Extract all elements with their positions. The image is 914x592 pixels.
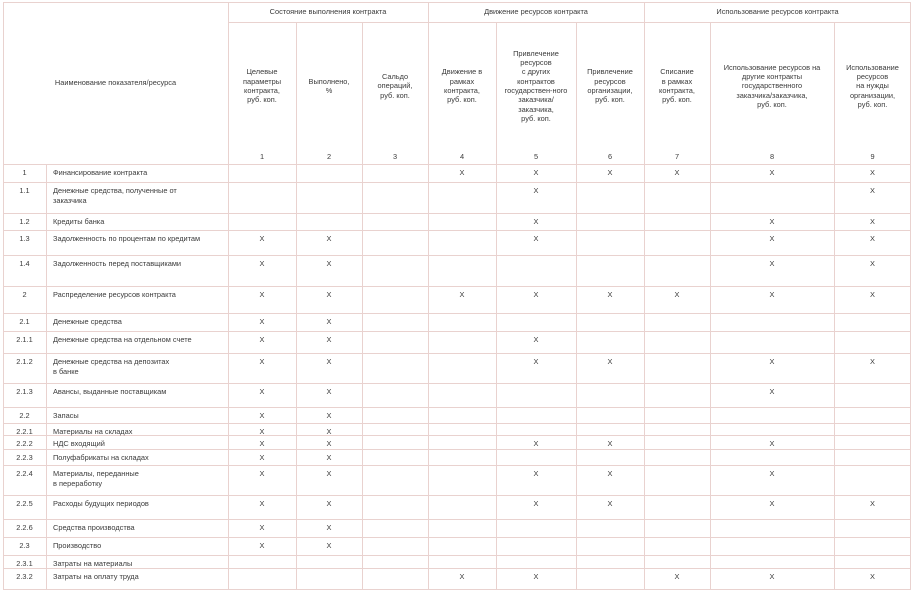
row-mark: X bbox=[259, 387, 265, 396]
row-name: Денежные средства на отдельном счете bbox=[53, 335, 192, 344]
row-mark: X bbox=[259, 357, 265, 366]
column-header: Сальдо операций, руб. коп. bbox=[377, 72, 413, 100]
row-mark: X bbox=[533, 217, 539, 226]
column-header: Привлечение ресурсов организации, руб. коп. bbox=[587, 67, 633, 105]
row-name: Кредиты банка bbox=[53, 217, 105, 226]
row-code: 1.1 bbox=[19, 186, 30, 195]
grid-line bbox=[3, 331, 911, 332]
row-mark: X bbox=[259, 453, 265, 462]
row-mark: X bbox=[326, 259, 332, 268]
grid-line bbox=[3, 230, 911, 231]
column-number: 7 bbox=[674, 152, 680, 162]
row-mark: X bbox=[870, 168, 875, 177]
row-mark: X bbox=[769, 168, 775, 177]
row-mark: X bbox=[769, 217, 775, 226]
row-mark: X bbox=[259, 234, 265, 243]
row-name: Затраты на материалы bbox=[53, 559, 133, 568]
row-code: 1.3 bbox=[19, 234, 30, 243]
row-mark: X bbox=[769, 439, 775, 448]
row-code: 2.1.1 bbox=[16, 335, 33, 344]
column-number: 3 bbox=[392, 152, 398, 162]
row-mark: X bbox=[870, 234, 875, 243]
row-mark: X bbox=[870, 572, 875, 581]
row-mark: X bbox=[870, 186, 875, 195]
row-mark: X bbox=[326, 453, 332, 462]
row-mark: X bbox=[326, 387, 332, 396]
row-code: 2.2.4 bbox=[16, 469, 33, 478]
row-code: 2.1.3 bbox=[16, 387, 33, 396]
row-code: 2.1.2 bbox=[16, 357, 33, 366]
row-mark: X bbox=[259, 469, 265, 478]
grid-line bbox=[3, 213, 911, 214]
row-name: Финансирование контракта bbox=[53, 168, 148, 177]
row-mark: X bbox=[326, 317, 332, 326]
row-mark: X bbox=[326, 290, 332, 299]
row-mark: X bbox=[533, 357, 539, 366]
row-name: Задолженность по процентам по кредитам bbox=[53, 234, 201, 243]
grid-line bbox=[3, 255, 911, 256]
column-number: 4 bbox=[459, 152, 465, 162]
row-name: Денежные средства, полученные от bbox=[53, 186, 177, 195]
row-mark: X bbox=[259, 439, 265, 448]
row-mark: X bbox=[326, 499, 332, 508]
grid-line bbox=[3, 164, 911, 165]
row-mark: X bbox=[870, 357, 875, 366]
column-header: Использование ресурсов на другие контракты государственного заказчика/заказчика, руб. коп. bbox=[723, 62, 821, 109]
row-name: Денежные средства bbox=[53, 317, 122, 326]
grid-line bbox=[3, 286, 911, 287]
row-mark: X bbox=[870, 217, 875, 226]
row-mark: X bbox=[533, 469, 539, 478]
grid-line bbox=[3, 435, 911, 436]
row-mark: X bbox=[326, 523, 332, 532]
row-code: 2.2.1 bbox=[16, 427, 33, 436]
name-column-header: Наименование показателя/ресурса bbox=[54, 78, 177, 88]
row-code: 2.2 bbox=[19, 411, 30, 420]
row-name: Авансы, выданные поставщикам bbox=[53, 387, 167, 396]
row-name: Производство bbox=[53, 541, 102, 550]
row-mark: X bbox=[326, 411, 332, 420]
row-mark: X bbox=[259, 499, 265, 508]
row-mark: X bbox=[533, 335, 539, 344]
row-mark: X bbox=[674, 290, 680, 299]
row-mark: X bbox=[533, 168, 539, 177]
row-name: Распределение ресурсов контракта bbox=[53, 290, 176, 299]
column-header: Привлечение ресурсов с других контрактов государствен-ного заказчика/ заказчика, руб. коп. bbox=[504, 48, 568, 123]
grid-line bbox=[3, 589, 911, 590]
row-mark: X bbox=[259, 427, 265, 436]
row-mark: X bbox=[674, 572, 680, 581]
grid-line bbox=[3, 519, 911, 520]
row-name: Расходы будущих периодов bbox=[53, 499, 149, 508]
column-number: 5 bbox=[533, 152, 539, 162]
group-header: Использование ресурсов контракта bbox=[716, 7, 839, 17]
row-mark: X bbox=[769, 234, 775, 243]
grid-line bbox=[3, 449, 911, 450]
column-number: 2 bbox=[326, 152, 332, 162]
row-mark: X bbox=[326, 439, 332, 448]
grid-line bbox=[46, 164, 47, 590]
row-mark: X bbox=[607, 357, 613, 366]
row-mark: X bbox=[533, 572, 539, 581]
row-mark: X bbox=[769, 572, 775, 581]
row-code: 1.2 bbox=[19, 217, 30, 226]
grid-line bbox=[3, 465, 911, 466]
row-mark: X bbox=[259, 335, 265, 344]
row-name: Денежные средства на депозитах bbox=[53, 357, 170, 366]
row-name: НДС входящий bbox=[53, 439, 105, 448]
row-mark: X bbox=[259, 411, 265, 420]
column-header: Использование ресурсов на нужды организации, руб. коп. bbox=[846, 62, 899, 109]
row-mark: X bbox=[607, 290, 613, 299]
grid-line bbox=[3, 353, 911, 354]
row-mark: X bbox=[769, 290, 775, 299]
row-mark: X bbox=[769, 259, 775, 268]
row-code: 1 bbox=[22, 168, 27, 177]
row-code: 2.2.2 bbox=[16, 439, 33, 448]
row-mark: X bbox=[533, 439, 539, 448]
column-header: Выполнено, % bbox=[308, 76, 350, 95]
row-mark: X bbox=[769, 357, 775, 366]
row-mark: X bbox=[326, 234, 332, 243]
contract-resources-table bbox=[3, 2, 911, 590]
grid-line bbox=[3, 555, 911, 556]
row-name: Материалы, переданные bbox=[53, 469, 139, 478]
grid-line bbox=[3, 182, 911, 183]
row-name: Средства производства bbox=[53, 523, 135, 532]
row-name: Запасы bbox=[53, 411, 79, 420]
column-header: Списание в рамках контракта, руб. коп. bbox=[659, 67, 695, 105]
row-code: 2.3 bbox=[19, 541, 30, 550]
row-mark: X bbox=[259, 259, 265, 268]
row-mark: X bbox=[607, 499, 613, 508]
row-code: 2.3.2 bbox=[16, 572, 33, 581]
row-mark: X bbox=[259, 523, 265, 532]
grid-line bbox=[3, 313, 911, 314]
row-mark: X bbox=[259, 541, 265, 550]
row-code: 2.2.6 bbox=[16, 523, 33, 532]
row-name: Материалы на складах bbox=[53, 427, 133, 436]
row-code: 2.2.5 bbox=[16, 499, 33, 508]
row-mark: X bbox=[607, 439, 613, 448]
row-mark: X bbox=[326, 427, 332, 436]
row-mark: X bbox=[870, 499, 875, 508]
row-mark: X bbox=[674, 168, 680, 177]
row-code: 2 bbox=[22, 290, 27, 299]
row-mark: X bbox=[769, 387, 775, 396]
row-mark: X bbox=[533, 186, 539, 195]
group-header: Состояние выполнения контракта bbox=[269, 7, 387, 17]
row-mark: X bbox=[326, 541, 332, 550]
row-mark: X bbox=[326, 357, 332, 366]
row-code: 2.1 bbox=[19, 317, 30, 326]
row-name: в банке bbox=[53, 367, 79, 376]
row-name: Задолженность перед поставщиками bbox=[53, 259, 182, 268]
row-mark: X bbox=[326, 469, 332, 478]
row-name: Затраты на оплату труда bbox=[53, 572, 139, 581]
grid-line bbox=[3, 407, 911, 408]
row-mark: X bbox=[870, 290, 875, 299]
row-mark: X bbox=[769, 499, 775, 508]
grid-line bbox=[3, 537, 911, 538]
row-name: Полуфабрикаты на складах bbox=[53, 453, 149, 462]
row-mark: X bbox=[459, 168, 465, 177]
row-mark: X bbox=[326, 335, 332, 344]
column-number: 9 bbox=[870, 152, 875, 162]
column-header: Целевые параметры контракта, руб. коп. bbox=[242, 67, 282, 105]
row-mark: X bbox=[459, 290, 465, 299]
column-number: 1 bbox=[259, 152, 265, 162]
grid-line bbox=[3, 423, 911, 424]
row-name: заказчика bbox=[53, 196, 87, 205]
grid-line bbox=[3, 383, 911, 384]
row-name: в переработку bbox=[53, 479, 103, 488]
row-mark: X bbox=[259, 290, 265, 299]
row-mark: X bbox=[870, 259, 875, 268]
grid-line bbox=[3, 568, 911, 569]
row-mark: X bbox=[607, 469, 613, 478]
row-code: 2.3.1 bbox=[16, 559, 33, 568]
group-header: Движение ресурсов контракта bbox=[484, 7, 588, 17]
row-mark: X bbox=[533, 290, 539, 299]
row-mark: X bbox=[533, 234, 539, 243]
row-code: 1.4 bbox=[19, 259, 30, 268]
row-mark: X bbox=[607, 168, 613, 177]
column-number: 8 bbox=[769, 152, 775, 162]
row-mark: X bbox=[259, 317, 265, 326]
row-mark: X bbox=[769, 469, 775, 478]
row-mark: X bbox=[459, 572, 465, 581]
row-mark: X bbox=[533, 499, 539, 508]
column-header: Движение в рамках контракта, руб. коп. bbox=[441, 67, 483, 105]
grid-line bbox=[3, 495, 911, 496]
column-number: 6 bbox=[607, 152, 613, 162]
row-code: 2.2.3 bbox=[16, 453, 33, 462]
